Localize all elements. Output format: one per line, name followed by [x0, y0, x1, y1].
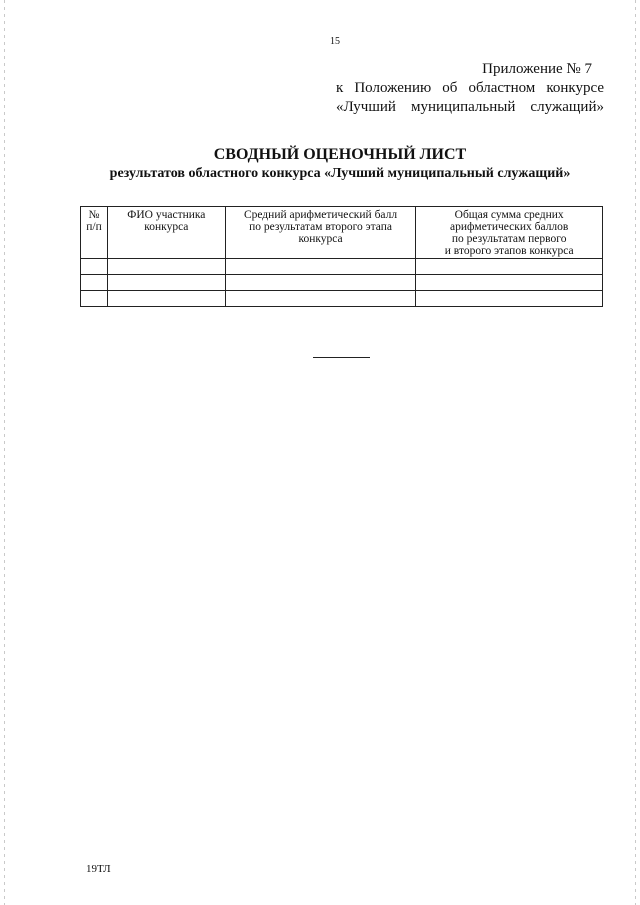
table-cell: [225, 275, 416, 291]
table-cell: [81, 291, 108, 307]
header-line: конкурса: [144, 221, 189, 233]
header-line: п/п: [86, 221, 102, 233]
table-cell: [107, 275, 225, 291]
annex-block: [336, 60, 604, 117]
scan-edge-right: [635, 0, 636, 905]
table-row: [81, 259, 603, 275]
table-cell: [81, 275, 108, 291]
header-line: по результатам первого: [451, 233, 567, 245]
annex-line-2: «Лучший муниципальный служащий»: [336, 99, 604, 115]
table-header-row: [81, 207, 603, 259]
table-cell: [225, 291, 416, 307]
scan-edge-left: [4, 0, 5, 905]
annex-line-1: к Положению об областном конкурсе: [336, 80, 604, 96]
table-cell: [81, 259, 108, 275]
header-total-score: [416, 207, 603, 259]
footer-code: 19ТЛ: [86, 863, 111, 875]
header-average-score: [225, 207, 416, 259]
end-divider: [313, 357, 370, 358]
annex-title: Приложение № 7: [482, 61, 592, 77]
table-cell: [107, 259, 225, 275]
header-participant-name: [107, 207, 225, 259]
header-line: конкурса: [298, 233, 343, 245]
table-cell: [107, 291, 225, 307]
header-line: №: [88, 209, 100, 221]
page-number: 15: [330, 36, 340, 47]
table-cell: [225, 259, 416, 275]
document-subtitle: результатов областного конкурса «Лучший муниципальный служащий»: [109, 166, 571, 181]
results-table: [80, 206, 603, 307]
table-row: [81, 291, 603, 307]
header-line: по результатам второго этапа: [249, 221, 392, 233]
header-number: [81, 207, 108, 259]
header-line: и второго этапов конкурса: [444, 245, 574, 257]
header-line: Средний арифметический балл: [243, 209, 398, 221]
header-line: ФИО участника: [127, 209, 206, 221]
document-title: СВОДНЫЙ ОЦЕНОЧНЫЙ ЛИСТ: [213, 146, 467, 163]
table-cell: [416, 291, 603, 307]
header-line: Общая сумма средних: [454, 209, 564, 221]
header-line: арифметических баллов: [449, 221, 569, 233]
table-cell: [416, 259, 603, 275]
table-cell: [416, 275, 603, 291]
table-row: [81, 275, 603, 291]
